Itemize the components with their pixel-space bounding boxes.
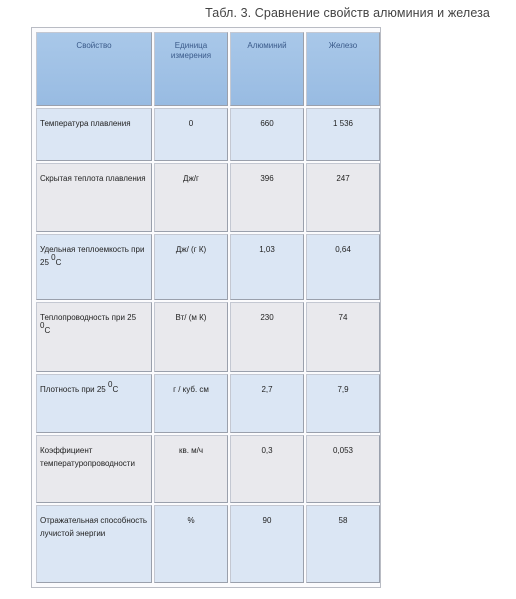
table-row bbox=[36, 163, 380, 232]
comparison-table bbox=[34, 30, 382, 585]
cell-aluminum: 1,03 bbox=[230, 234, 304, 300]
cell-unit: Дж/г bbox=[154, 163, 228, 232]
table-row bbox=[36, 505, 380, 583]
table-row bbox=[36, 234, 380, 300]
cell-iron: 58 bbox=[306, 505, 380, 583]
cell-aluminum: 90 bbox=[230, 505, 304, 583]
cell-aluminum: 0,3 bbox=[230, 435, 304, 503]
cell-property: Скрытая теплота плавления bbox=[36, 163, 152, 232]
cell-unit: Дж/ (г К) bbox=[154, 234, 228, 300]
cell-unit: кв. м/ч bbox=[154, 435, 228, 503]
header-row bbox=[36, 32, 380, 106]
cell-property: Удельная теплоемкость при 25 $^0$С bbox=[36, 234, 152, 300]
cell-unit: 0 bbox=[154, 108, 228, 161]
cell-property: Температура плавления bbox=[36, 108, 152, 161]
header-unit: Единица измерения bbox=[154, 32, 228, 106]
header-iron: Железо bbox=[306, 32, 380, 106]
header-property: Свойство bbox=[36, 32, 152, 106]
table-row bbox=[36, 108, 380, 161]
cell-property: Коэффициент температуропроводности bbox=[36, 435, 152, 503]
table-row bbox=[36, 302, 380, 372]
cell-iron: 74 bbox=[306, 302, 380, 372]
header-aluminum: Алюминий bbox=[230, 32, 304, 106]
cell-aluminum: 660 bbox=[230, 108, 304, 161]
cell-aluminum: 230 bbox=[230, 302, 304, 372]
cell-unit: г / куб. см bbox=[154, 374, 228, 433]
cell-property: Теплопроводность при 25 $^0$С bbox=[36, 302, 152, 372]
cell-property: Отражательная способность лучистой энергии bbox=[36, 505, 152, 583]
table-caption: Табл. 3. Сравнение свойств алюминия и железа bbox=[205, 6, 490, 20]
cell-unit: Вт/ (м К) bbox=[154, 302, 228, 372]
cell-iron: 247 bbox=[306, 163, 380, 232]
cell-iron: 0,64 bbox=[306, 234, 380, 300]
comparison-table-frame bbox=[31, 27, 381, 588]
cell-iron: 7,9 bbox=[306, 374, 380, 433]
cell-aluminum: 396 bbox=[230, 163, 304, 232]
cell-iron: 0,053 bbox=[306, 435, 380, 503]
table-row bbox=[36, 435, 380, 503]
cell-unit: % bbox=[154, 505, 228, 583]
table-row bbox=[36, 374, 380, 433]
cell-aluminum: 2,7 bbox=[230, 374, 304, 433]
cell-iron: 1 536 bbox=[306, 108, 380, 161]
cell-property: Плотность при 25 $^0$С bbox=[36, 374, 152, 433]
